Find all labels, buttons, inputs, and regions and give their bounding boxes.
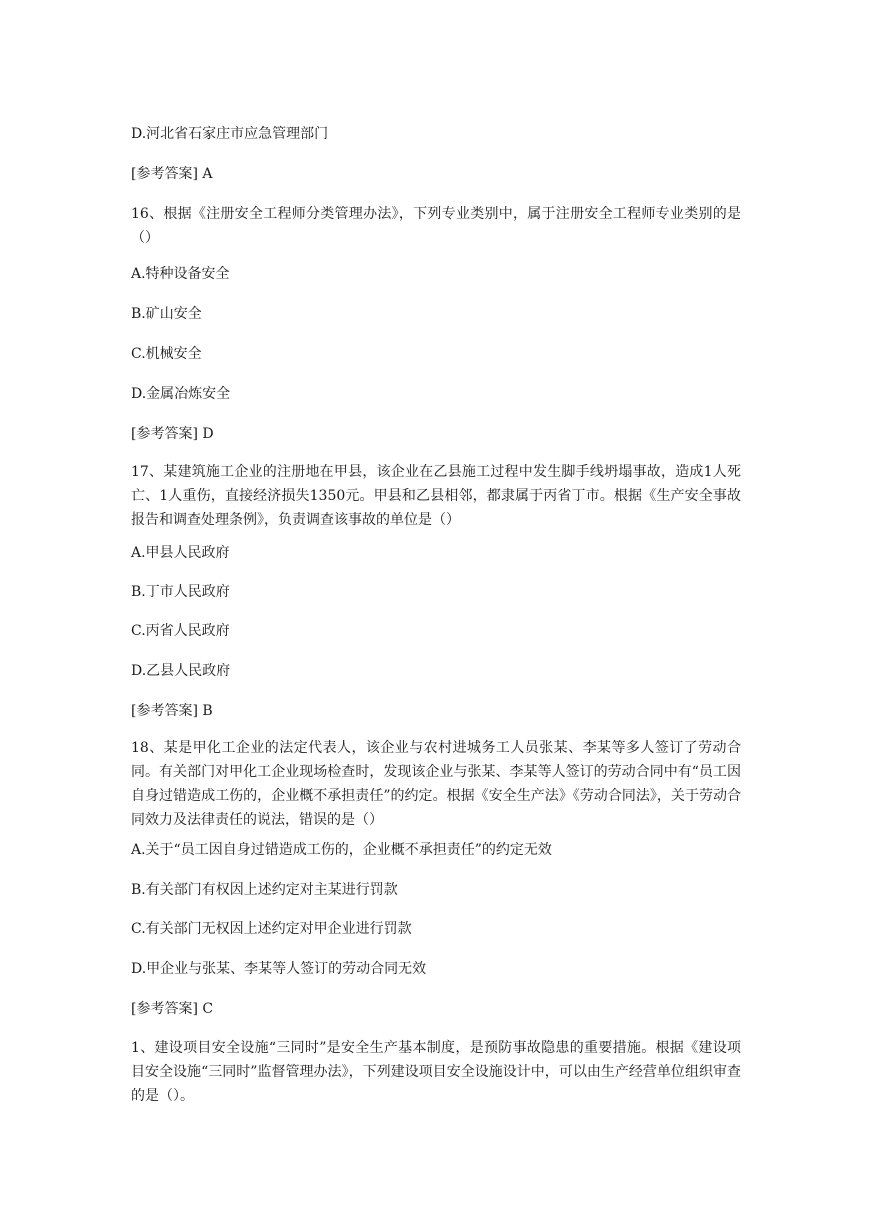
q17-option-a: A.甲县人民政府	[131, 545, 230, 561]
q18-stem: 18、某是甲化工企业的法定代表人，该企业与农村进城务工人员张某、李某等多人签订了劳动合同。有关部门对甲化工企业现场检查时，发现该企业与张某、李某等人签订的劳动合同中有“员工因自身过错造成工伤的，企业概不承担责任”的约定。根据《安全生产法》《劳动合同法》，关于劳动合同效力及法律责任的说法，错误的是（）	[131, 740, 741, 828]
q16-stem: 16、根据《注册安全工程师分类管理办法》，下列专业类别中，属于注册安全工程师专业类别的是（）	[131, 206, 741, 246]
q17-option-c: C.丙省人民政府	[131, 623, 230, 639]
prev-option-d: D.河北省石家庄市应急管理部门	[131, 126, 329, 142]
q17-option-b: B.丁市人民政府	[131, 584, 230, 600]
q17-stem: 17、某建筑施工企业的注册地在甲县，该企业在乙县施工过程中发生脚手线坍塌事故，造成1人死亡、1人重伤，直接经济损失1350元。甲县和乙县相邻，都隶属于丙省丁市。根据《生产安全事故报告和调查处理条例》，负责调查该事故的单位是（）	[131, 464, 741, 528]
q16-option-a: A.特种设备安全	[131, 266, 230, 282]
q18-option-d: D.甲企业与张某、李某等人签订的劳动合同无效	[131, 961, 427, 977]
q16-option-b: B.矿山安全	[131, 306, 202, 322]
q17-option-d: D.乙县人民政府	[131, 663, 231, 679]
prev-answer: [参考答案] A	[131, 166, 213, 182]
q18-answer: [参考答案] C	[131, 1001, 214, 1017]
q1-stem: 1、建设项目安全设施“三同时”是安全生产基本制度，是预防事故隐患的重要措施。根据《建设项目安全设施“三同时”监督管理办法》，下列建设项目安全设施设计中，可以由生产经营单位组织审查的是（）。	[131, 1040, 741, 1104]
q16-option-c: C.机械安全	[131, 346, 202, 362]
q18-option-b: B.有关部门有权因上述约定对主某进行罚款	[131, 882, 398, 898]
q18-option-c: C.有关部门无权因上述约定对甲企业进行罚款	[131, 921, 412, 937]
q16-answer: [参考答案] D	[131, 426, 214, 442]
q17-answer: [参考答案] B	[131, 703, 213, 719]
q18-option-a: A.关于“员工因自身过错造成工伤的，企业概不承担责任”的约定无效	[131, 842, 552, 858]
q16-option-d: D.金属冶炼安全	[131, 386, 231, 402]
